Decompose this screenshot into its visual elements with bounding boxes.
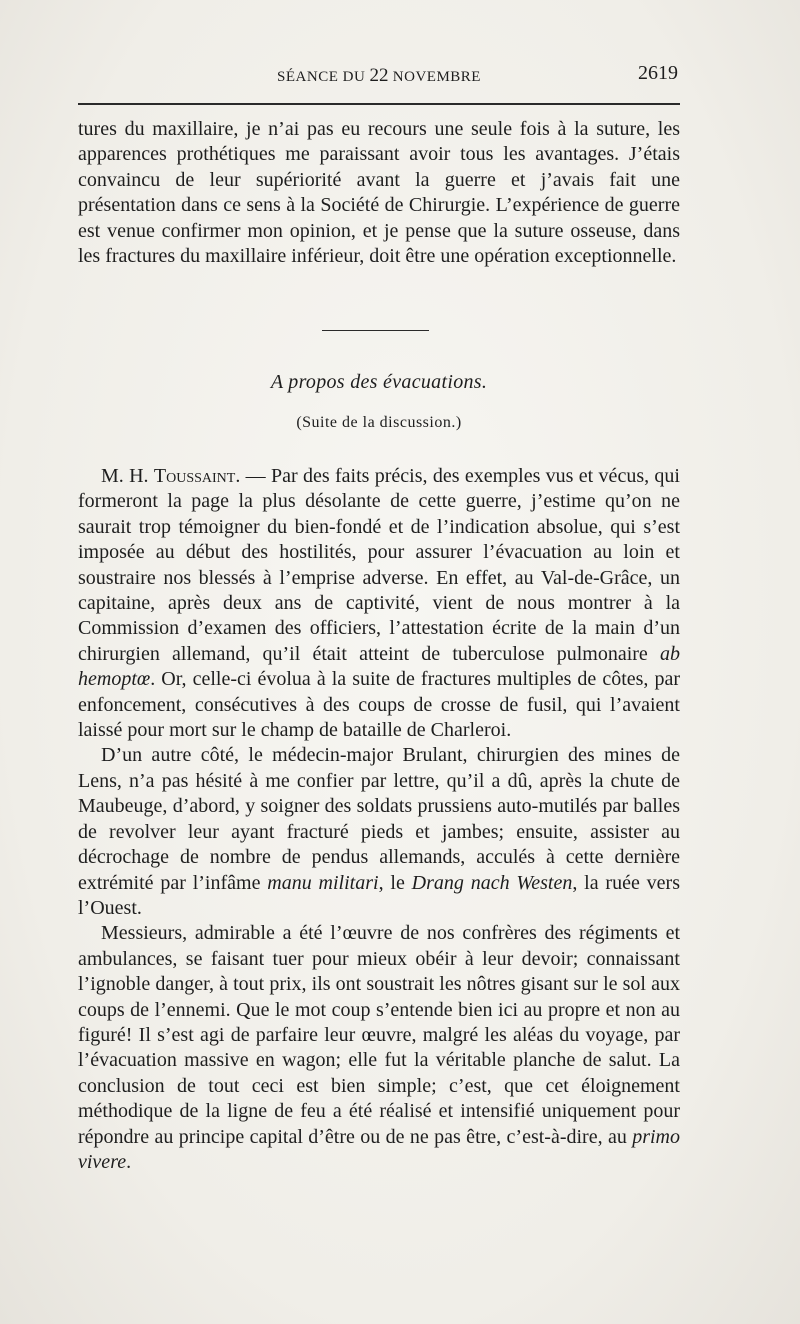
continuation-paragraph: tures du maxillaire, je n’ai pas eu recours une seule fois à la suture, les apparences prothétiques me paraissant avoir tous les avantages. J’étais convaincu de leur supériorité avant la guerre et j’avais fait une présentation dans ce sens à la Société de Chirurgie. L’expérience de guerre est venue confirmer mon opinion, et je pense que la suture osseuse, dans les fractures du maxillaire inférieur, doit être une opération exceptionnelle.: [78, 118, 680, 268]
page-number: 2619: [638, 62, 678, 84]
paragraph3-italic: primo vivere: [78, 1125, 680, 1173]
section-title: A propos des évacuations.: [270, 371, 488, 393]
paragraph2-italic-2: Drang nach Westen: [411, 871, 573, 894]
running-head: [78, 65, 680, 87]
paragraph3-text-a: Messieurs, admirable a été l’œuvre de nos confrères des régiments et ambulances, se faisant tuer pour mieux obéir à leur devoir; connaissant l’ignoble danger, à tout prix, ils ont soustrait les nôtres gisant sur le sol aux coups de l’ennemi. Que le mot coup s’entende bien ici au propre et non au figuré! Il s’est agi de parfaire leur œuvre, malgré les aléas du voyage, par l’évacuation massive en wagon; elle fut la véritable planche de salut. La conclusion de tout ceci est bien simple; c’est, que cet éloignement méthodique de la ligne de feu a été réalisé et intensifié uniquement pour répondre au principe capital d’être ou de ne pas être, c’est-à-dire, au: [78, 922, 680, 1148]
paragraph2-text-c: , la ruée vers l’Ouest.: [78, 871, 680, 919]
running-head-day: 22: [369, 65, 389, 86]
paragraph2-text-b: , le: [378, 871, 412, 894]
paragraph1-text-a: . — Par des faits précis, des exemples vus et vécus, qui formeront la page la plus désolante de cette guerre, j’estime qu’on ne saurait trop témoigner du bien-fondé et de l’indication absolue, qui s’est imposée au début des hostilités, pour assurer l’évacuation au loin et soustraire nos blessés à l’emprise adverse. En effet, au Val-de-Grâce, un capitaine, après deux ans de captivité, vient de nous montrer à la Commission d’examen des officiers, l’attestation écrite de la main d’un chirurgien allemand, qu’il était atteint de tuberculose pulmonaire: [78, 465, 680, 665]
running-head-suffix: NOVEMBRE: [388, 69, 481, 85]
paragraph1-italic: ab hemoptœ: [78, 642, 680, 691]
paragraph-messieurs: [78, 921, 680, 1175]
speaker-name: Toussaint: [153, 465, 236, 487]
paragraph2-text-a: D’un autre côté, le médecin-major Brulant, chirurgien des mines de Lens, n’a pas hésité à me confier par lettre, qu’il a dû, après la chute de Maubeuge, d’abord, y soigner des soldats prussiens auto-mutilés par balles de revolver leur ayant fracturé pieds et jambes; ensuite, assister au décrochage de nombre de pendus allemands, acculés à cette dernière extrémité par l’infâme: [78, 744, 680, 894]
paragraph-brulant: [78, 743, 680, 921]
section-subtitle: (Suite de la discussion.): [296, 414, 462, 431]
paragraph-toussaint: [78, 464, 680, 743]
speaker-initial: M. H.: [101, 465, 154, 487]
running-head-prefix: SÉANCE DU: [277, 69, 370, 85]
page-header: [78, 62, 680, 86]
header-rule: [78, 103, 680, 105]
discussion-block: [78, 464, 680, 1175]
continuation-block: [78, 117, 680, 269]
paragraph2-italic-1: manu militari: [267, 871, 379, 894]
section-separator: [322, 330, 429, 331]
paragraph1-text-b: . Or, celle-ci évolua à la suite de fractures multiples de côtes, par enfoncement, consécutives à des coups de crosse de fusil, qui l’avaient laissé pour mort sur le champ de bataille de Charleroi.: [78, 668, 680, 742]
paragraph3-text-b: .: [126, 1150, 132, 1173]
